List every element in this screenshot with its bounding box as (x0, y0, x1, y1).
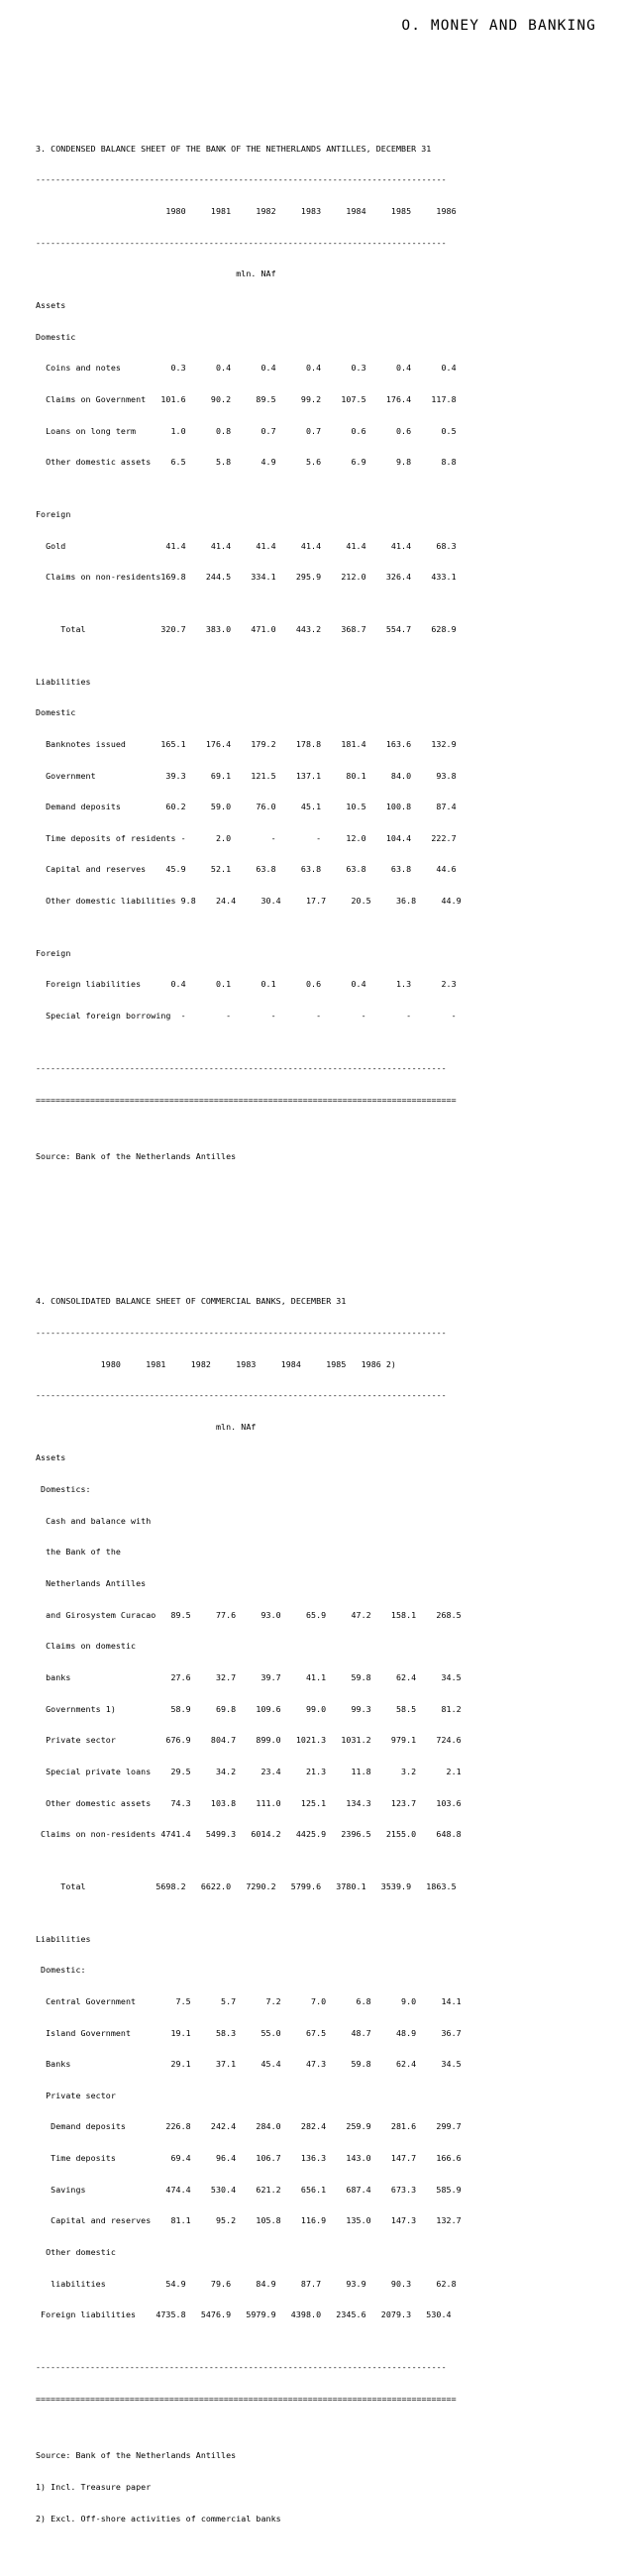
table-row: Savings 474.4 530.4 621.2 656.1 687.4 673.3 585.9 (36, 2184, 462, 2195)
table-row: banks 27.6 32.7 39.7 41.1 59.8 62.4 34.5 (36, 1671, 462, 1682)
table-row: Liabilities (36, 1933, 91, 1944)
table-row: Governments 1) 58.9 69.8 109.6 99.0 99.3 58.5 81.2 (36, 1703, 462, 1714)
table-row: Special private loans 29.5 34.2 23.4 21.3 11.8 3.2 2.1 (36, 1766, 462, 1776)
table-4-rule-years: ----------------------------------------------------------------------------------- (36, 1390, 447, 1401)
table-4-rule-bottom: ----------------------------------------------------------------------------------- (36, 2362, 447, 2373)
table-row: Foreign liabilities 0.4 0.1 0.1 0.6 0.4 1.3 2.3 (36, 979, 457, 990)
table-row: Demand deposits 226.8 242.4 284.0 282.4 259.9 281.6 299.7 (36, 2121, 462, 2132)
table-4-source: Source: Bank of the Netherlands Antilles (36, 2450, 237, 2461)
table-3-rule-bottom: ----------------------------------------------------------------------------------- (36, 1062, 447, 1073)
table-row: Time deposits of residents - 2.0 - - 12.0 104.4 222.7 (36, 832, 457, 843)
table-row: Central Government 7.5 5.7 7.2 7.0 6.8 9.0 14.1 (36, 1995, 462, 2006)
table-3-rule-bottom2: ===================================================================================== (36, 1094, 457, 1105)
table-row: Domestic (36, 707, 76, 718)
table-row: Gold 41.4 41.4 41.4 41.4 41.4 41.4 68.3 (36, 540, 457, 551)
table-row: Banknotes issued 165.1 176.4 179.2 178.8 181.4 163.6 132.9 (36, 738, 457, 749)
table-3-rule-top: ----------------------------------------------------------------------------------- (36, 174, 447, 185)
table-3-unit: mln. NAf (36, 268, 276, 279)
table-row: Private sector (36, 2090, 116, 2100)
table-row: Claims on domestic (36, 1641, 137, 1652)
table-row: Claims on non-residents 4741.4 5499.3 6014.2 4425.9 2396.5 2155.0 648.8 (36, 1829, 462, 1840)
table-row: Island Government 19.1 58.3 55.0 67.5 48.7 48.9 36.7 (36, 2027, 462, 2038)
table-row: Private sector 676.9 804.7 899.0 1021.3 1031.2 979.1 724.6 (36, 1735, 462, 1746)
page-title: O. MONEY AND BANKING (401, 18, 596, 34)
table-row: Netherlands Antilles (36, 1578, 147, 1589)
table-row: Loans on long term 1.0 0.8 0.7 0.7 0.6 0.6 0.5 (36, 425, 457, 436)
table-4-years: 1980 1981 1982 1983 1984 1985 1986 2) (36, 1358, 396, 1369)
table-row: Special foreign borrowing - - - - - - - (36, 1011, 457, 1021)
table-4-unit: mln. NAf (36, 1421, 257, 1432)
table-row: Capital and reserves 81.1 95.2 105.8 116.9 135.0 147.3 132.7 (36, 2215, 462, 2226)
table-row: Claims on Government 101.6 90.2 89.5 99.2 107.5 176.4 117.8 (36, 393, 457, 404)
table-row: Time deposits 69.4 96.4 106.7 136.3 143.0 147.7 166.6 (36, 2153, 462, 2164)
table-row: Other domestic assets 74.3 103.8 111.0 125.1 134.3 123.7 103.6 (36, 1797, 462, 1808)
document-content (36, 91, 596, 2576)
table-row: Cash and balance with (36, 1515, 152, 1526)
table-row: Other domestic liabilities 9.8 24.4 30.4 17.7 20.5 36.8 44.9 (36, 896, 462, 907)
table-row: Assets (36, 299, 66, 310)
table-row: Domestic (36, 331, 76, 342)
table-4-title: 4. CONSOLIDATED BALANCE SHEET OF COMMERCIAL BANKS, DECEMBER 31 (36, 1296, 347, 1307)
table-row: Claims on non-residents169.8 244.5 334.1 295.9 212.0 326.4 433.1 (36, 572, 457, 583)
table-row: Foreign (36, 947, 71, 958)
table-4-footnote-1: 1) Incl. Treasure paper (36, 2482, 152, 2493)
table-row: Liabilities (36, 676, 91, 687)
table-4 (36, 1275, 596, 2544)
table-row: and Girosystem Curacao 89.5 77.6 93.0 65.9 47.2 158.1 268.5 (36, 1609, 462, 1620)
table-row: Domestic: (36, 1965, 86, 1976)
table-row: Domestics: (36, 1484, 91, 1495)
table-3-rule-years: ----------------------------------------------------------------------------------- (36, 237, 447, 248)
table-3-title: 3. CONDENSED BALANCE SHEET OF THE BANK OF THE NETHERLANDS ANTILLES, DECEMBER 31 (36, 143, 432, 154)
table-3-years: 1980 1981 1982 1983 1984 1985 1986 (36, 206, 457, 217)
table-3-source: Source: Bank of the Netherlands Antilles (36, 1151, 237, 1162)
table-row: Other domestic (36, 2247, 116, 2258)
table-row: liabilities 54.9 79.6 84.9 87.7 93.9 90.3 62.8 (36, 2278, 457, 2289)
table-row: the Bank of the (36, 1547, 121, 1557)
table-4-footnote-2: 2) Excl. Off-shore activities of commercial banks (36, 2513, 281, 2523)
table-row: Total 320.7 383.0 471.0 443.2 368.7 554.7 628.9 (36, 623, 457, 634)
table-4-rule-bottom2: ===================================================================================== (36, 2393, 457, 2404)
table-row: Coins and notes 0.3 0.4 0.4 0.4 0.3 0.4 0.4 (36, 363, 457, 374)
table-row: Demand deposits 60.2 59.0 76.0 45.1 10.5 100.8 87.4 (36, 802, 457, 812)
table-row: Banks 29.1 37.1 45.4 47.3 59.8 62.4 34.5 (36, 2059, 462, 2070)
table-3 (36, 123, 596, 1183)
table-row: Foreign liabilities 4735.8 5476.9 5979.9 4398.0 2345.6 2079.3 530.4 (36, 2309, 452, 2320)
table-row: Total 5698.2 6622.0 7290.2 5799.6 3780.1 3539.9 1863.5 (36, 1880, 457, 1891)
table-row: Foreign (36, 508, 71, 519)
table-row: Assets (36, 1452, 66, 1463)
table-row: Other domestic assets 6.5 5.8 4.9 5.6 6.9 9.8 8.8 (36, 457, 457, 468)
table-row: Capital and reserves 45.9 52.1 63.8 63.8 63.8 63.8 44.6 (36, 864, 457, 875)
table-row: Government 39.3 69.1 121.5 137.1 80.1 84.0 93.8 (36, 770, 457, 781)
table-4-rule-top: ----------------------------------------------------------------------------------- (36, 1327, 447, 1338)
